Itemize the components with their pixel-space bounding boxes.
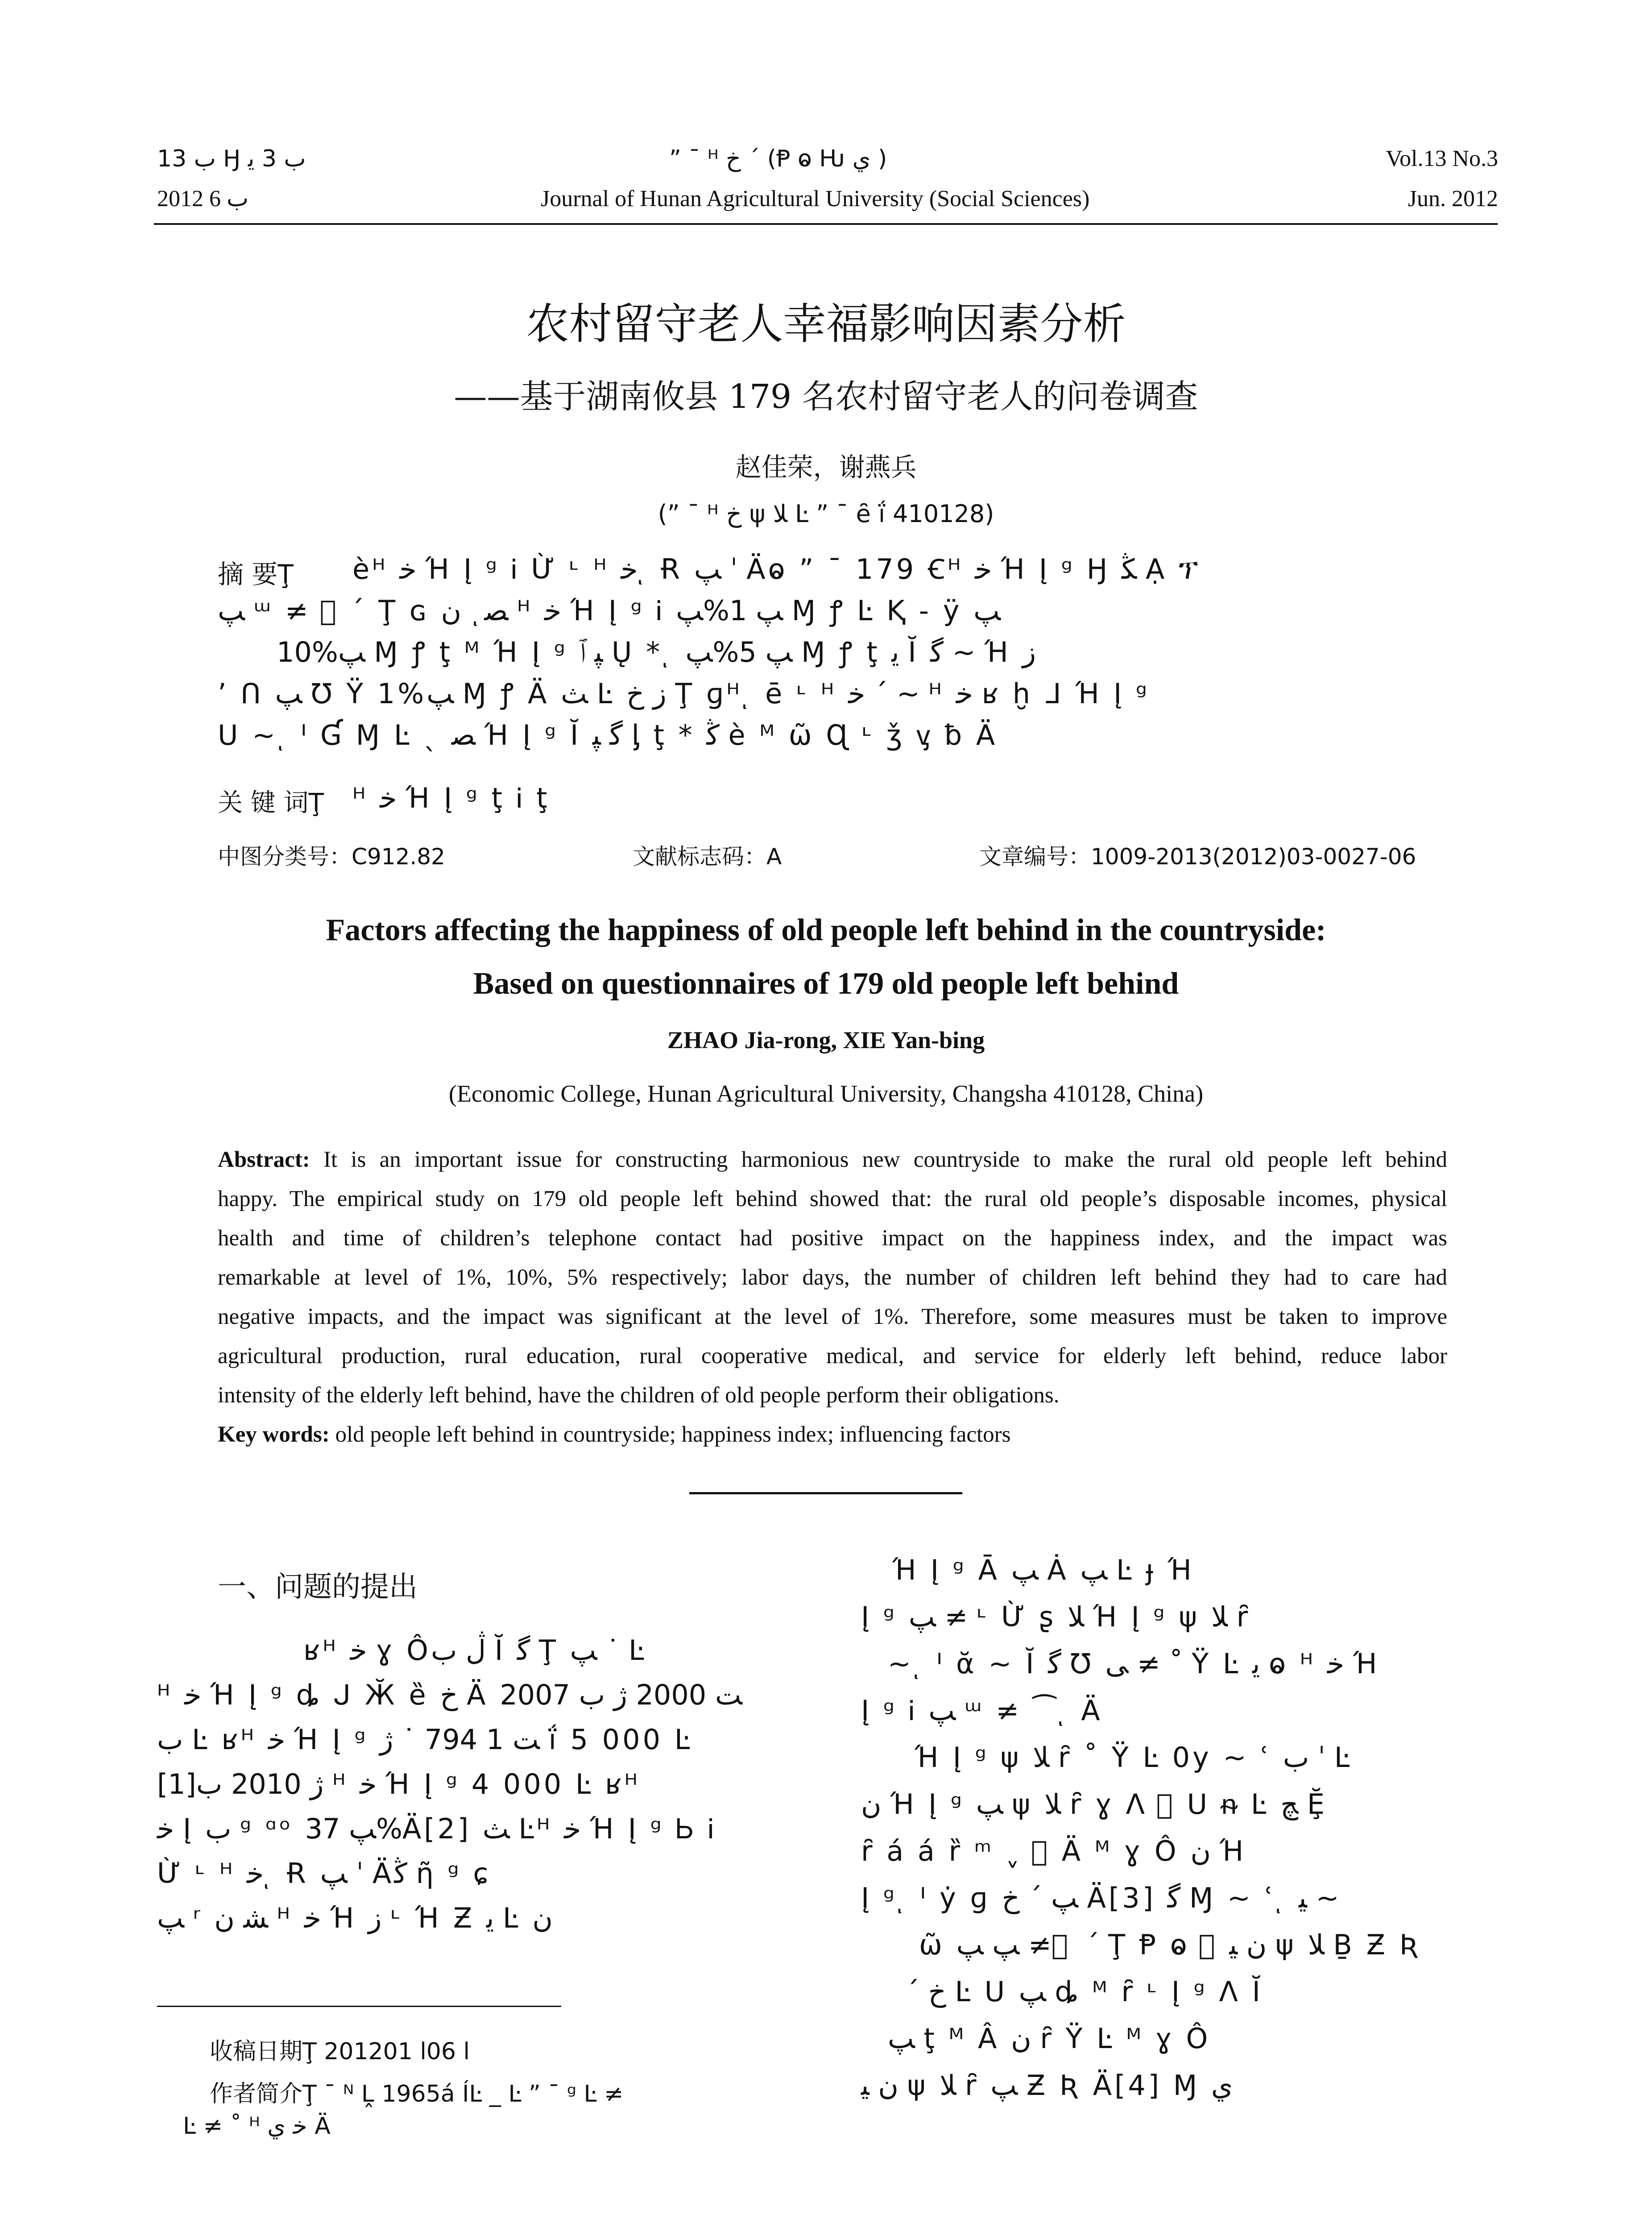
footnote-rule bbox=[157, 2006, 561, 2007]
right-column-line: ȓ á á ȑ ᵐ ˬ ⃞ Ä ᴹ ɣ Ô ﻥ Ή bbox=[861, 1835, 1246, 1867]
affiliation-cn: (” ¯ ᴴ ﺥ ψ ﻼ Ŀ ” ¯ ȇ ḯ 410128) bbox=[658, 500, 994, 528]
header-journal-en: Journal of Hunan Agricultural University (Social Sciences) bbox=[541, 186, 1090, 211]
left-column-line: ﺏ Ŀ ʁᴴ ﺧ Ή Į ᵍ ﺖ 1 794 ˙ ﮊ ḯ 5 000 Ŀ bbox=[157, 1723, 693, 1756]
abstract-en-label: Abstract: bbox=[218, 1147, 310, 1172]
abstract-en-line: intensity of the elderly left behind, have the children of old people perform their obligations. bbox=[218, 1383, 1060, 1408]
left-column-line: ᴴ ﺧ Ή Į ᵍ ȡ ᒍ Ӂ ȅ ﺥ Ä ﺖ 2000 ﮊ ﺏ 2007 bbox=[157, 1679, 742, 1711]
keywords-en-label: Key words: bbox=[218, 1422, 330, 1447]
abstract-cn-line: 10%ﭗ Ɱ ꝭ ţ ᴹ Ή Į ᵍ ﭙ ﭐ Ų * ͅ ﭗ 5%ﭗ Ɱ ꝭ ţ ﯾ Ĭ ﮔ ~ Ή ﺯ bbox=[277, 636, 1036, 668]
clc-number: 中图分类号：C912.82 bbox=[218, 844, 445, 870]
keywords-en bbox=[218, 1415, 1447, 1454]
affiliation-en: (Economic College, Hunan Agricultural University, Changsha 410128, China) bbox=[448, 1080, 1204, 1107]
header-journal-cn: ” ¯ ᴴ ﺥ ˊ (Ᵽ ⱺ Ƕ ﻱ ) bbox=[669, 145, 887, 172]
left-column-line: Ừ ᶫ ᴴ ﺧ ͅ Ɍ ﭗ ˈ Äﯕ ῆ ᵍ ɕ bbox=[157, 1857, 491, 1890]
article-number: 文章编号：1009-2013(2012)03-0027-06 bbox=[979, 844, 1416, 870]
section-separator bbox=[689, 1492, 962, 1494]
abstract-cn-line: ﭗ ᵚ ≠ ⃞ ˊ Ţ ɢ ﺼ ͅ ﻥ ᴴ ﺧ Ή Į ᵍ Ꭵ ﭗ 1%ﭗ Ɱ ꝭ Ŀ Ⱪ - ÿ ﭗ bbox=[218, 594, 1001, 627]
abstract-cn-line: èᴴ ﺧ Ή Į ᵍ Ꭵ Ừ ᶫ ᴴ ﺧ ͅ Ɍ ﭗ ˈ Äⱺ ” ¯ 179 Ꞓᴴ ﺧ Ή Į ᵍ Ꜧ ﯖ Ạ ፕ bbox=[352, 553, 1201, 585]
document-code: 文献标志码：A bbox=[633, 844, 782, 870]
right-column-line: ﭗ ţ ᴹ Â ﻥ ȓ Ÿ Ŀ ᴹ ɣ Ô bbox=[888, 2022, 1211, 2055]
header-volume-cn: ﺏ 13 Ꜧ ﺏ 3 ﯾ bbox=[157, 145, 306, 172]
right-column-line: ﻥ Ή Į ᵍ ﭗ ψ ﻼ ȓ ɣ ᐱ ⃞ ᑌ ᵰ Ŀ ﭻ Ḝ bbox=[861, 1788, 1328, 1820]
right-column-line: ῶ ﭗ ﭗ ≠ ⃞ ˊ Ţ Ᵽ ⱺ ⃞ ﻥ ﻴ ψ ﻼ Ḇ Ƶ Ʀ bbox=[919, 1928, 1421, 1961]
right-column-line: ~ ͅ ᑊ ᾰ ~ Ĭ ﮔ Ʊ ﯽ ≠ ˚ Ÿ Ŀ ﯾ ⱺ ᴴ ﺧ Ή bbox=[888, 1647, 1380, 1680]
right-column-line: ˊ ﺥ Ŀ ᑌ ﭗ ȡ ᴹ ȓ ᶫ Į ᵍ ᐱ Ĭ bbox=[906, 1975, 1263, 2008]
right-column-line: ﻥ ﻴ ψ ﻼ ȓ ﭗ Ƶ Ʀ Ä[4] Ɱ ﻱ bbox=[861, 2069, 1233, 2102]
left-column-line: ﭗ ʳ ﺸ ﻥ ᴴ ﺧ Ή ﺯ ᶫ Ή Ƶ ﯾ Ŀ ﻥ bbox=[157, 1902, 553, 1934]
paper-title-en-line2: Based on questionnaires of 179 old people left behind bbox=[473, 966, 1179, 1001]
keywords-cn-text: ᴴ ﺧ Ή Į ᵍ ţ Ꭵ ţ bbox=[352, 782, 550, 814]
left-column-line: [1]ﮊ 2010 ﺏ ᴴ ﺧ Ή Į ᵍ 4 000 Ŀ ʁᴴ bbox=[157, 1768, 640, 1800]
right-column-line: Į ᵍ ﭗ ≠ ᶫ Ừ ʂ ﻼ Ή Į ᵍ ψ ﻼ ȓ bbox=[861, 1601, 1251, 1633]
header-date-cn: 2012 ﺏ 6 bbox=[157, 186, 248, 211]
header-volume-en: Vol.13 No.3 bbox=[1386, 146, 1498, 171]
right-column-line: Ή Į ᵍ Ᾱ ﭗ Ȧ ﭗ Ŀ ɟ Ή bbox=[892, 1554, 1195, 1586]
author-intro: 作者简介Ţ ¯ ᴺ Ḽ 1965á ÍĿ _ Ŀ ” ¯ ᵍ Ŀ ≠ bbox=[210, 2081, 624, 2107]
header-rule bbox=[154, 223, 1498, 225]
section-heading: 一、问题的提出 bbox=[218, 1571, 418, 1604]
keywords-cn-label: 关 键 词Ţ bbox=[218, 788, 324, 817]
right-column-line: Ή Į ᵍ ψ ﻼ ȓ ˚ Ÿ Ŀ 0y ~ ʿ ﺏ ˈ Ŀ bbox=[915, 1741, 1353, 1774]
received-date: 收稿日期Ţ 2012ﺍ 06ﺍ 01 bbox=[210, 2038, 470, 2065]
paper-subtitle-cn: ——基于湖南攸县 179 名农村留守老人的问卷调查 bbox=[454, 377, 1198, 416]
abstract-en-line: remarkable at level of 1%, 10%, 5% respectively; labor days, the number of children left behind they had to care had bbox=[218, 1265, 1447, 1290]
abstract-en-line: negative impacts, and the impact was significant at the level of 1%. Therefore, some measures must be taken to improve bbox=[218, 1304, 1447, 1329]
right-column-line: Į ᵍ Ꭵ ﭗ ᵚ ≠ ⁀ ͅ Ä bbox=[861, 1694, 1103, 1727]
abstract-cn-line: ʼ ᑎ ﭗ Ʊ Ÿ 1%ﭗ Ɱ ꝭ Ä ﺚ Ŀ ﺯ ﺥ Ţ ɡᴴ ͅ ē ᶫ ᴴ ﺧ ˊ ~ ᴴ ﺧ ʁ ḫ ᒧ Ή Į ᵍ bbox=[218, 677, 1150, 710]
abstract-en-line: health and time of children’s telephone contact had positive impact on the happiness index, and the impact was bbox=[218, 1226, 1447, 1251]
abstract-en-text: It is an important issue for constructing harmonious new countryside to make the rural old people left behind bbox=[310, 1147, 1447, 1172]
abstract-en-line: happy. The empirical study on 179 old people left behind showed that: the rural old people’s disposable incomes, physical bbox=[218, 1186, 1447, 1211]
abstract-cn-line: ᑌ ~ ͅ ᑊ Ɠ Ɱ Ŀ ˎ ﺼ Ή Į ᵍ Ĭ ﮔ ﭙ ᶅ ţ * ﯕ è ᴹ ῶ Ɋ ᶫ ǯ ᶌ ƀ Ä bbox=[218, 719, 998, 751]
abstract-cn-label: 摘 要Ţ bbox=[218, 559, 294, 589]
keywords-en-text: old people left behind in countryside; happiness index; influencing factors bbox=[329, 1422, 1011, 1447]
left-column-line: ʁᴴ ﺧ ɣ Ôڷ ﺏ Ĭ ﮔ Ţ ﭗ ˙ Ŀ bbox=[303, 1634, 647, 1667]
paper-title-en-line1: Factors affecting the happiness of old people left behind in the countryside: bbox=[326, 913, 1326, 947]
left-column-line: ﺧ Į ﺏ ᵍ ᵅᵒ ﭗ 37%Ä[2] ﺚ Ŀᴴ ﺧ Ή Į ᵍ Ꮟ Ꭵ bbox=[157, 1812, 716, 1845]
header-date-en: Jun. 2012 bbox=[1408, 186, 1498, 211]
author-intro-cont: Ŀ ≠ ˚ ᴴ ﺧ ﻱ Ä bbox=[183, 2113, 331, 2140]
authors-en: ZHAO Jia-rong, XIE Yan-bing bbox=[667, 1027, 985, 1053]
right-column-line: Į ᵍ ͅ ᑊ ẏ ɡ ﭗ ˊ ﺥ Ä[3] ﮔ Ɱ ~ ʿ ͅ ﯿ ~ bbox=[861, 1882, 1339, 1914]
authors-cn: 赵佳荣，谢燕兵 bbox=[735, 452, 917, 482]
abstract-en-line bbox=[218, 1140, 1447, 1179]
abstract-en bbox=[218, 1140, 1447, 1454]
paper-title-cn: 农村留守老人幸福影响因素分析 bbox=[526, 299, 1126, 349]
abstract-en-line: agricultural production, rural education, rural cooperative medical, and service for elderly left behind, reduce labor bbox=[218, 1344, 1447, 1368]
